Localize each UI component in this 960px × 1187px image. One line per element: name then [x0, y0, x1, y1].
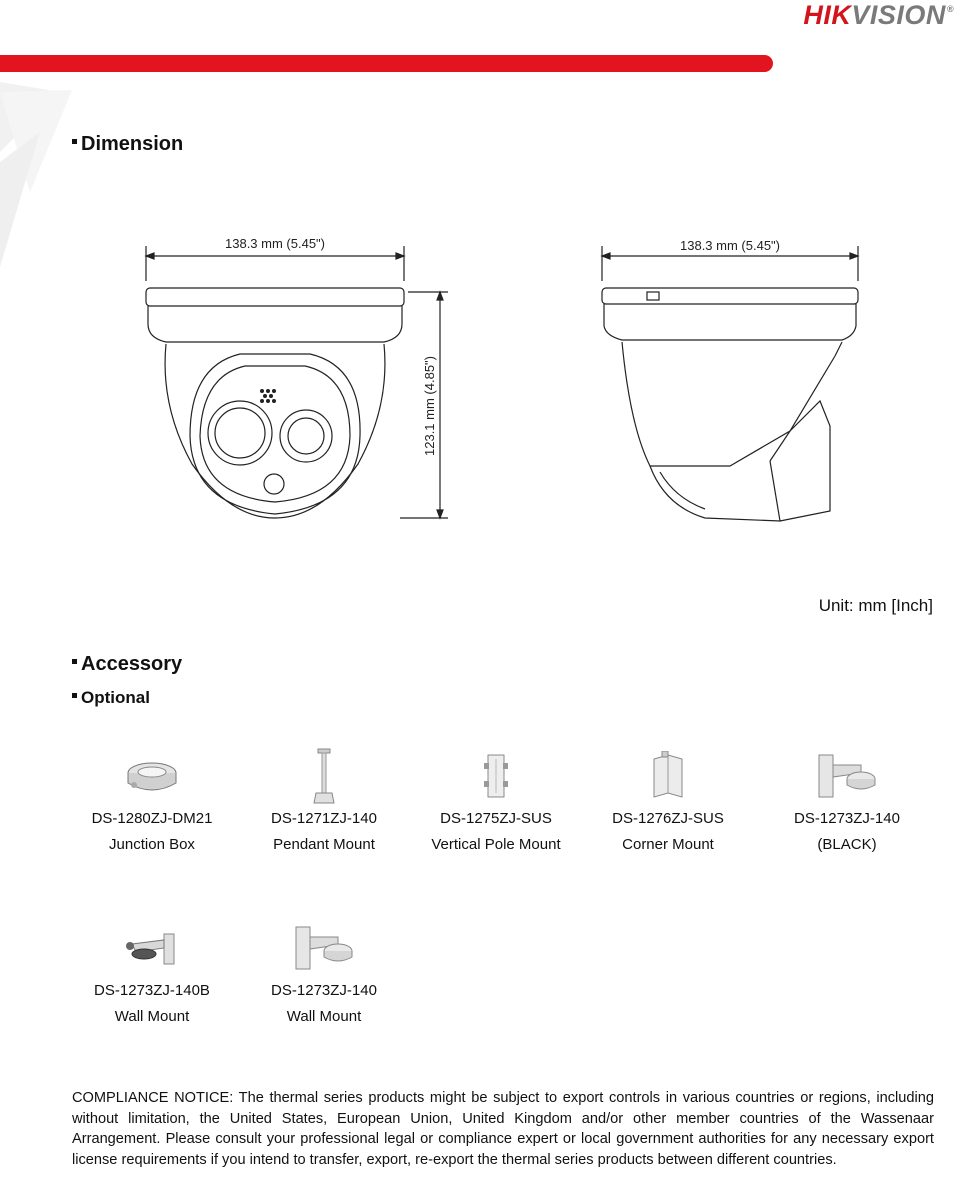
accessory-heading: Accessory: [72, 653, 182, 676]
accessory-item: DS-1273ZJ-140 (BLACK): [762, 746, 932, 858]
accessory-item: DS-1273ZJ-140B Wall Mount: [67, 918, 237, 1030]
junction-box-icon: [124, 751, 180, 801]
wall-mount-black-icon: [815, 751, 879, 801]
header-red-bar: [0, 55, 773, 72]
pendant-mount-icon: [309, 747, 339, 805]
accessory-item: DS-1280ZJ-DM21 Junction Box: [67, 746, 237, 858]
accessory-item: DS-1275ZJ-SUS Vertical Pole Mount: [411, 746, 581, 858]
dimension-heading: Dimension: [72, 133, 183, 156]
accessory-item: DS-1273ZJ-140 Wall Mount: [239, 918, 409, 1030]
hikvision-logo: HIKVISION®: [803, 0, 954, 30]
side-width-label: 138.3 mm (5.45"): [680, 238, 780, 253]
corner-mount-icon: [650, 751, 686, 801]
accessory-item: DS-1271ZJ-140 Pendant Mount: [239, 746, 409, 858]
optional-subheading: Optional: [72, 688, 150, 708]
compliance-notice: COMPLIANCE NOTICE: The thermal series products might be subject to export controls in various countries or regions, including without limitation, the United States, European Union, United Kingdom and/or other member countries of the Wassenaar Arrangement. Please consult your professional legal or compliance expert or local government authorities for any necessary export license requirements if you intend to transfer, export, re-export the thermal series products between different countries.: [72, 1090, 934, 1168]
wall-mount-icon: [292, 923, 356, 973]
front-width-label: 138.3 mm (5.45"): [225, 236, 325, 251]
unit-note: Unit: mm [Inch]: [818, 596, 933, 615]
pole-mount-icon: [481, 751, 511, 801]
wall-mount-icon: [122, 926, 182, 970]
decorative-triangles: [0, 72, 80, 272]
accessory-item: DS-1276ZJ-SUS Corner Mount: [583, 746, 753, 858]
height-label: 123.1 mm (4.85"): [422, 356, 437, 456]
dimension-drawing: [130, 226, 870, 526]
